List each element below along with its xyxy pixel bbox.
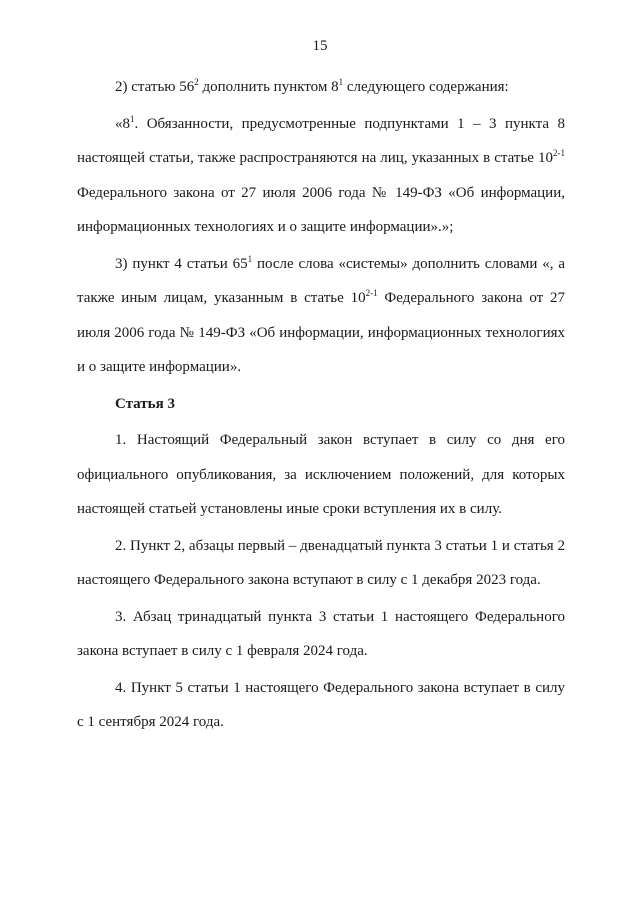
- text-run: после слова «системы» дополнить словами «, а также иным лицам, указанным в статье 10: [77, 255, 565, 306]
- article-3-paragraph-3: 3. Абзац тринадцатый пункта 3 статьи 1 настоящего Федерального закона вступает в силу с 1 февраля 2024 года.: [77, 608, 565, 659]
- superscript: 1: [338, 77, 344, 87]
- superscript: 2-1: [553, 148, 565, 158]
- page-number: 15: [312, 38, 328, 54]
- text-run: . Обязанности, предусмотренные подпунктами 1 – 3 пункта 8 настоящей статьи, также распространяются на лиц, указанных в статье 10: [77, 115, 565, 166]
- article-3-paragraph-4: 4. Пункт 5 статьи 1 настоящего Федерального закона вступает в силу с 1 сентября 2024 года.: [77, 679, 565, 730]
- article-3-heading: Статья 3: [115, 395, 175, 412]
- superscript: 1: [247, 253, 253, 264]
- amendment-quote-8-1: [77, 107, 565, 245]
- text-run: Федерального закона от 27 июля 2006 года № 149-ФЗ «Об информации, информационных технологиях и о защите информации».: [77, 290, 565, 375]
- article-3-paragraph-1: 1. Настоящий Федеральный закон вступает в силу со дня его официального опубликования, за исключением положений, для которых настоящей статьей установлены иные сроки вступления их в силу.: [77, 432, 565, 517]
- document-body: [77, 70, 565, 740]
- text-run: Федерального закона от 27 июля 2006 года № 149-ФЗ «Об информации, информационных технологиях и о защите информации».»;: [77, 184, 565, 235]
- superscript: 1: [130, 113, 135, 124]
- text-run: следующего содержания:: [343, 79, 509, 95]
- superscript: 2: [194, 77, 199, 87]
- text-run: «8: [115, 115, 130, 132]
- article-3-paragraph-2: 2. Пункт 2, абзацы первый – двенадцатый пункта 3 статьи 1 и статья 2 настоящего Федерального закона вступают в силу с 1 декабря 2023 года.: [77, 537, 565, 588]
- amendment-item-2: [77, 70, 565, 105]
- superscript: 2-1: [365, 288, 378, 298]
- text-run: дополнить пунктом 8: [198, 79, 339, 95]
- text-run: 2) статью 56: [115, 79, 195, 95]
- amendment-item-3: [77, 247, 565, 385]
- text-run: 3) пункт 4 статьи 65: [115, 255, 248, 272]
